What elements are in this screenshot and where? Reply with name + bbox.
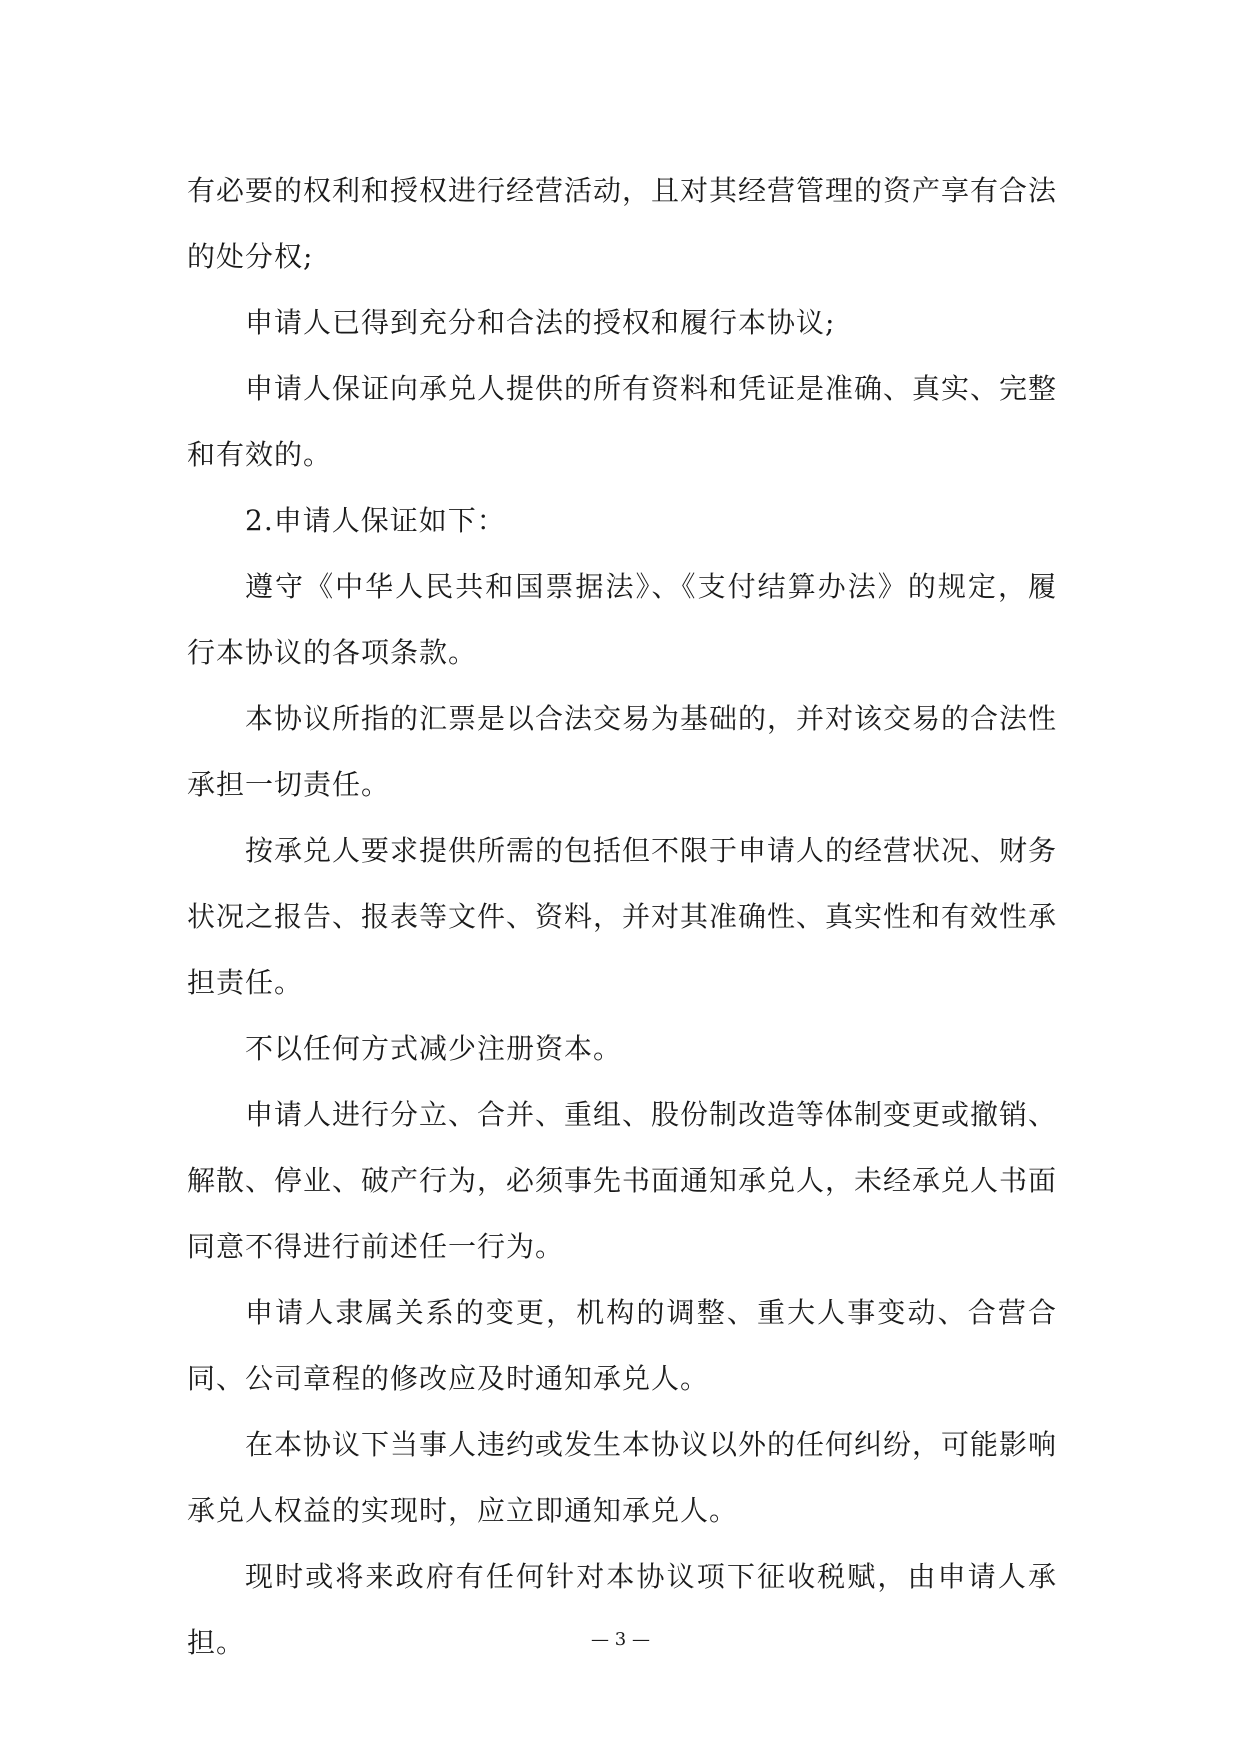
paragraph-6: 本协议所指的汇票是以合法交易为基础的，并对该交易的合法性承担一切责任。 [187,702,1058,801]
paragraph-10: 申请人隶属关系的变更，机构的调整、重大人事变动、合营合同、公司章程的修改应及时通知承兑人。 [187,1296,1057,1395]
paragraph-3: 申请人保证向承兑人提供的所有资料和凭证是准确、真实、完整和有效的。 [187,372,1058,471]
paragraph-1: 有必要的权利和授权进行经营活动，且对其经营管理的资产享有合法的处分权; [187,174,1058,273]
page-number: — 3 — [591,1629,650,1650]
paragraph-2: 申请人已得到充分和合法的授权和履行本协议; [245,306,836,339]
document-body [187,158,1057,1676]
paragraph-5: 遵守《中华人民共和国票据法》、《支付结算办法》的规定，履行本协议的各项条款。 [187,570,1057,669]
paragraph-12: 现时或将来政府有任何针对本协议项下征收税赋，由申请人承担。 [187,1560,1057,1659]
paragraph-11: 在本协议下当事人违约或发生本协议以外的任何纠纷，可能影响承兑人权益的实现时，应立即通知承兑人。 [187,1428,1058,1527]
paragraph-4: 2.申请人保证如下： [245,504,506,537]
paragraph-9: 申请人进行分立、合并、重组、股份制改造等体制变更或撤销、解散、停业、破产行为，必须事先书面通知承兑人，未经承兑人书面同意不得进行前述任一行为。 [187,1098,1058,1263]
paragraph-8: 不以任何方式减少注册资本。 [245,1032,623,1065]
paragraph-7: 按承兑人要求提供所需的包括但不限于申请人的经营状况、财务状况之报告、报表等文件、资料，并对其准确性、真实性和有效性承担责任。 [187,834,1058,999]
